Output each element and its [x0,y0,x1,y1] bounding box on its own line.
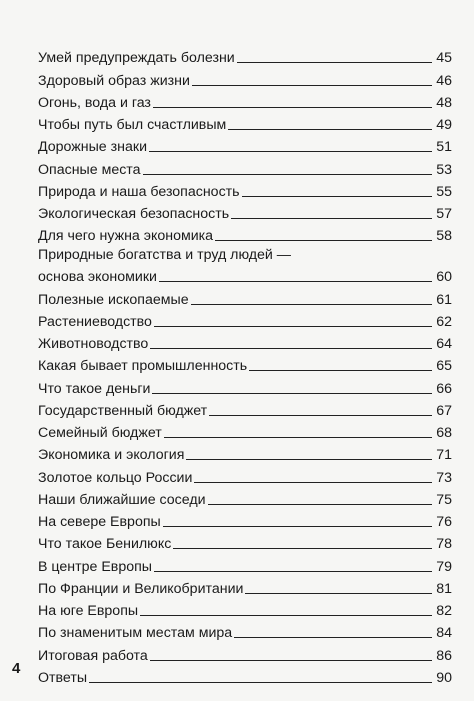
toc-entry-page: 68 [436,425,452,441]
leader-line [231,218,432,219]
toc-entry [38,200,452,222]
toc-entry-title: Полезные ископаемые [38,291,189,308]
table-of-contents [38,44,452,686]
leader-line [194,482,432,483]
toc-entry-page: 81 [436,580,452,597]
toc-entry [38,597,452,619]
leader-line [209,415,432,416]
toc-entry [38,285,452,307]
toc-entry-page: 65 [436,358,452,375]
leader-line [191,304,432,305]
toc-entry-title: Что такое Бенилюкс [38,536,172,553]
toc-entry-title-line2: основа экономики [38,269,157,286]
toc-entry-title: Государственный бюджет [38,402,208,419]
toc-entry-page: 71 [436,447,452,464]
toc-entry [38,374,452,396]
leader-line [228,129,432,130]
toc-entry [38,178,452,200]
toc-entry [38,111,452,133]
toc-entry [38,664,452,686]
leader-line [249,370,432,371]
toc-entry-page: 67 [436,402,452,419]
leader-line [163,526,432,527]
leader-line [234,637,432,638]
toc-entry-page: 73 [436,469,452,486]
toc-entry-page: 53 [436,161,452,178]
toc-entry [38,575,452,597]
toc-entry [38,352,452,374]
toc-entry [38,463,452,485]
toc-entry-title: Итоговая работа [38,647,148,664]
toc-entry-title: Природные богатства и труд людей — [38,247,291,264]
toc-entry-page: 57 [436,206,452,222]
toc-entry [38,308,452,330]
toc-entry-page: 49 [436,117,452,133]
toc-entry-title: Экологическая безопасность [38,206,230,222]
toc-entry-title: Для чего нужна экономика [38,228,214,245]
toc-entry-title: Огонь, вода и газ [38,94,151,111]
leader-line [89,682,432,683]
toc-entry-continuation [38,266,452,285]
toc-entry-page: 61 [436,291,452,308]
toc-entry-page: 45 [436,50,452,67]
leader-line [237,62,432,63]
leader-line [159,281,432,282]
toc-entry-title: Умей предупреждать болезни [38,50,235,67]
toc-entry-page: 90 [436,669,452,686]
toc-entry-title: Какая бывает промышленность [38,358,248,375]
toc-entry-title: В центре Европы [38,558,152,575]
leader-line [245,593,432,594]
leader-line [208,504,432,505]
toc-entry-title: Золотое кольцо России [38,469,193,486]
toc-entry-title: Дорожные знаки [38,139,147,156]
toc-entry-page: 78 [436,536,452,553]
leader-line [192,85,432,86]
toc-entry [38,330,452,352]
toc-entry-title: Что такое деньги [38,380,151,397]
page-number: 4 [12,660,21,677]
toc-entry-title: Здоровый образ жизни [38,72,190,89]
toc-entry-page: 82 [436,603,452,619]
toc-entry-title: Чтобы путь был счастливым [38,117,227,133]
toc-entry [38,244,452,285]
leader-line [164,437,432,438]
leader-line [154,571,432,572]
leader-line [186,459,432,460]
leader-line [150,660,432,661]
toc-entry-title: Растениеводство [38,313,152,330]
toc-entry-title: Опасные места [38,161,141,178]
toc-entry [38,222,452,244]
toc-entry [38,419,452,441]
toc-entry-page: 58 [436,228,452,245]
toc-entry [38,44,452,66]
leader-line [149,151,432,152]
leader-line [242,196,432,197]
toc-entry [38,155,452,177]
toc-entry-page: 79 [436,558,452,575]
toc-entry-page: 48 [436,94,452,111]
toc-entry [38,508,452,530]
toc-entry-page: 75 [436,491,452,508]
toc-entry-page: 84 [436,625,452,642]
toc-entry-title: Экономика и экология [38,447,185,464]
toc-entry [38,133,452,155]
toc-entry-page: 62 [436,313,452,330]
toc-entry-title: На юге Европы [38,603,139,619]
toc-entry-page: 64 [436,336,452,352]
leader-line [140,615,432,616]
toc-entry [38,486,452,508]
toc-entry-page: 66 [436,380,452,397]
toc-entry-title: Природа и наша безопасность [38,183,240,200]
toc-entry [38,641,452,663]
toc-entry [38,552,452,574]
toc-entry-title: Семейный бюджет [38,425,162,441]
leader-line [152,393,432,394]
leader-line [153,107,432,108]
leader-line [154,326,432,327]
toc-entry-title: Животноводство [38,336,149,352]
toc-entry-page: 76 [436,514,452,530]
toc-entry-page: 46 [436,72,452,89]
toc-entry [38,66,452,88]
toc-entry-title: На севере Европы [38,514,161,530]
toc-entry-page: 86 [436,647,452,664]
leader-line [215,240,432,241]
leader-line [173,548,432,549]
toc-entry-title: По знаменитым местам мира [38,625,233,642]
toc-entry-page: 60 [436,269,452,286]
toc-entry-page: 51 [436,139,452,156]
toc-entry-page: 55 [436,183,452,200]
toc-entry-title: Ответы [38,669,88,686]
toc-entry [38,619,452,641]
leader-line [143,174,432,175]
toc-entry [38,441,452,463]
leader-line [150,348,432,349]
toc-entry-title: Наши ближайшие соседи [38,491,206,508]
toc-entry [38,89,452,111]
toc-entry [38,530,452,552]
toc-entry [38,397,452,419]
toc-entry-title: По Франции и Великобритании [38,580,244,597]
